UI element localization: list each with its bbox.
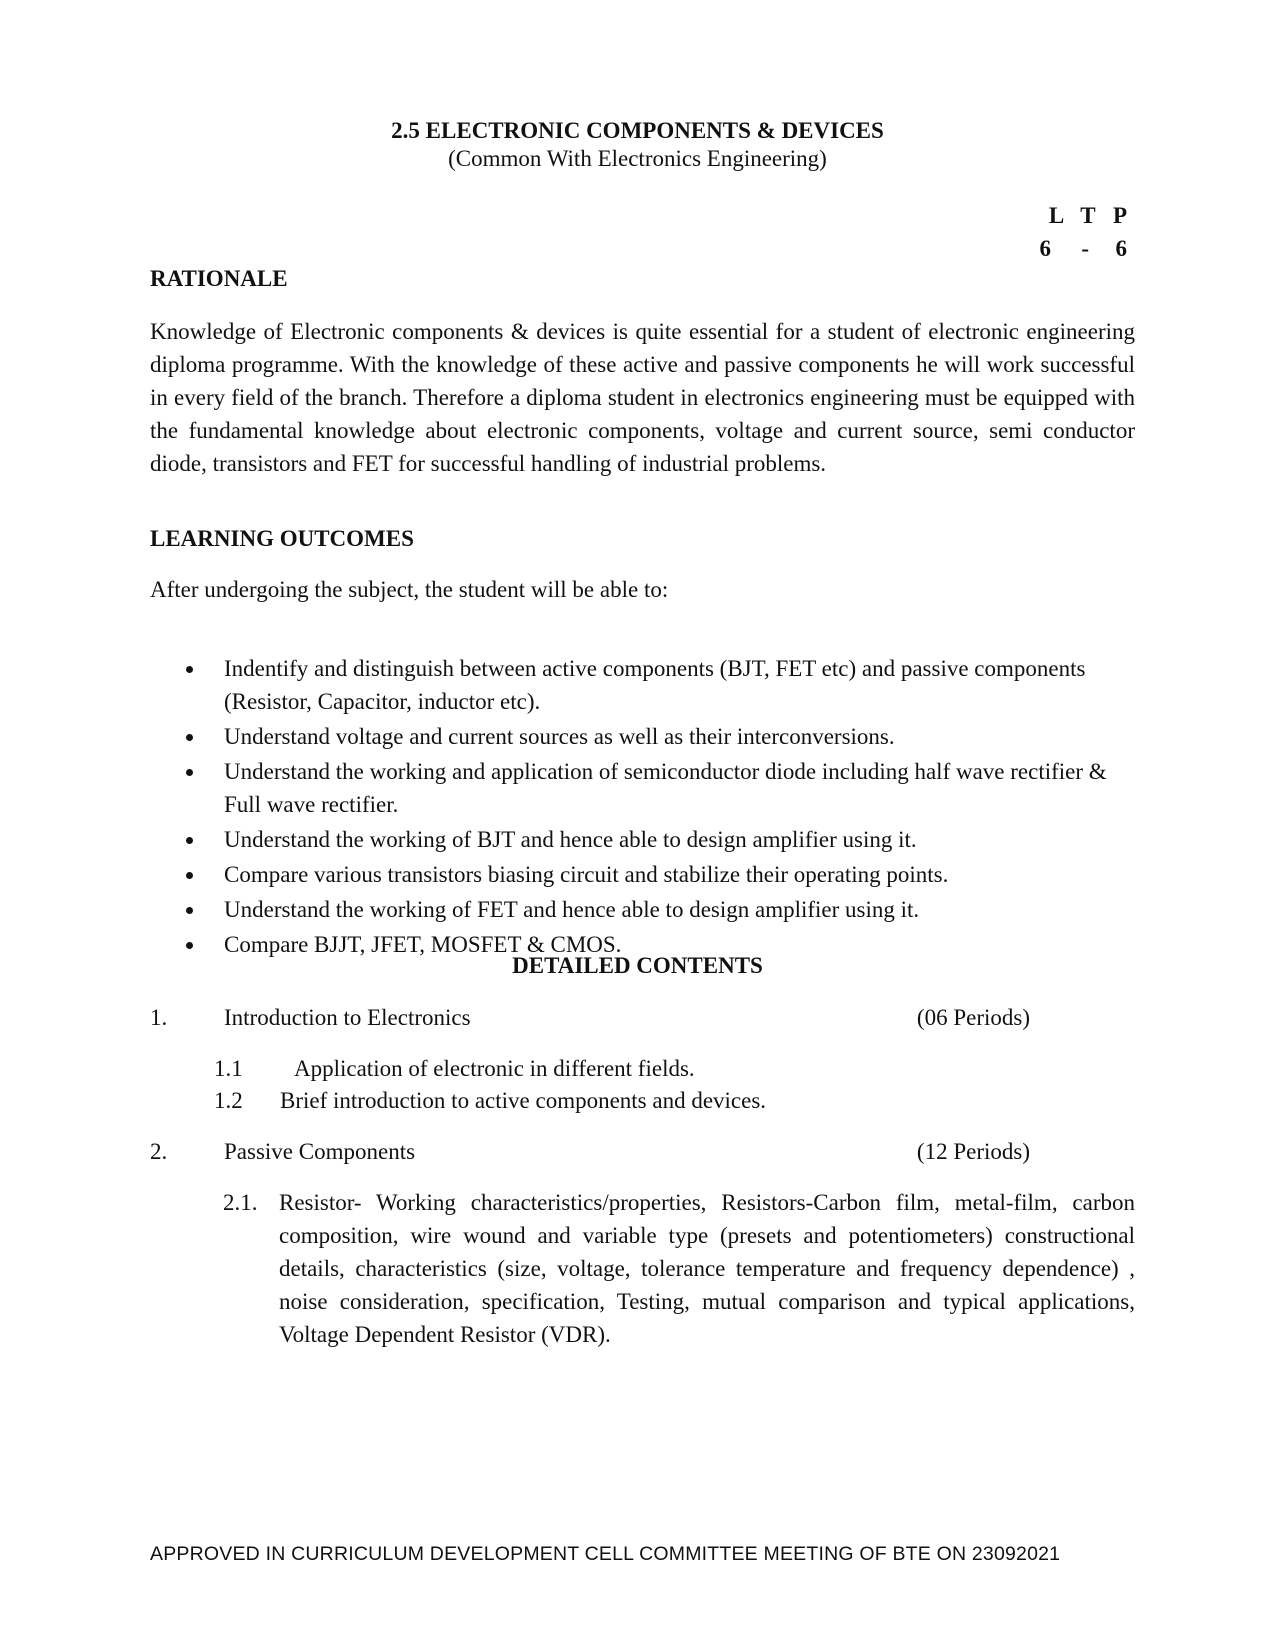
ltp-labels: L T P — [1048, 203, 1127, 228]
subtopic-number: 1.1 — [214, 1056, 243, 1081]
unit-row — [150, 1005, 1030, 1035]
bullet-icon — [186, 769, 193, 776]
ltp-values — [987, 236, 1127, 262]
unit-row — [150, 1139, 1030, 1169]
detailed-contents-heading: DETAILED CONTENTS — [512, 953, 763, 978]
ltp-practical-value: 6 — [1115, 236, 1127, 261]
list-item — [150, 858, 1135, 891]
subtopic-text: Application of electronic in different fields. — [294, 1056, 695, 1081]
subtopic-row — [223, 1186, 1135, 1351]
outcome-text: Understand the working and application of semiconductor diode including half wave rectifier & Full wave rectifier. — [224, 759, 1107, 817]
outcome-text: Understand the working of BJT and hence able to design amplifier using it. — [224, 827, 917, 852]
unit-periods: (06 Periods) — [916, 1005, 1030, 1030]
learning-outcomes-heading: LEARNING OUTCOMES — [150, 526, 414, 551]
subtopic-number: 2.1. — [223, 1190, 258, 1215]
bullet-icon — [186, 666, 193, 673]
course-subtitle: (Common With Electronics Engineering) — [448, 146, 827, 171]
list-item — [150, 893, 1135, 926]
bullet-icon — [186, 734, 193, 741]
learning-outcomes-intro: After undergoing the subject, the student will be able to: — [150, 577, 669, 602]
subtopic-text: Brief introduction to active components and devices. — [280, 1088, 767, 1113]
bullet-icon — [186, 942, 193, 949]
approval-footer: APPROVED IN CURRICULUM DEVELOPMENT CELL COMMITTEE MEETING OF BTE ON 23092021 — [150, 1543, 1061, 1565]
unit-number: 2. — [150, 1139, 168, 1164]
bullet-icon — [186, 837, 193, 844]
unit-title: Introduction to Electronics — [224, 1005, 471, 1030]
list-item — [150, 652, 1135, 718]
subtopic-row — [214, 1056, 1114, 1086]
unit-title: Passive Components — [224, 1139, 416, 1164]
unit-periods: (12 Periods) — [916, 1139, 1030, 1164]
subtopic-row — [214, 1088, 1114, 1118]
list-item — [150, 823, 1135, 856]
list-item — [150, 755, 1135, 821]
ltp-tutorial-value: - — [1081, 236, 1089, 261]
outcome-text: Understand the working of FET and hence able to design amplifier using it. — [224, 897, 920, 922]
rationale-heading: RATIONALE — [150, 266, 288, 291]
outcome-text: Compare various transistors biasing circuit and stabilize their operating points. — [224, 862, 949, 887]
bullet-icon — [186, 907, 193, 914]
outcome-text: Compare BJJT, JFET, MOSFET & CMOS. — [224, 932, 622, 957]
bullet-icon — [186, 872, 193, 879]
learning-outcomes-list — [150, 652, 1135, 963]
rationale-text: Knowledge of Electronic components & devices is quite essential for a student of electronic engineering diploma programme. With the knowledge of these active and passive components he will work successful in every field of the branch. Therefore a diploma student in electronics engineering must be equipped with the fundamental knowledge about electronic components, voltage and current source, semi conductor diode, transistors and FET for successful handling of industrial problems. — [150, 319, 1135, 476]
outcome-text: Indentify and distinguish between active components (BJT, FET etc) and passive components (Resistor, Capacitor, inductor etc). — [224, 656, 1086, 714]
list-item — [150, 720, 1135, 753]
outcome-text: Understand voltage and current sources as well as their interconversions. — [224, 724, 895, 749]
subtopic-number: 1.2 — [214, 1088, 243, 1113]
subtopic-text: Resistor- Working characteristics/properties, Resistors-Carbon film, metal-film, carbon composition, wire wound and variable type (presets and potentiometers) constructional details, characteristics (size, voltage, tolerance temperature and frequency dependence) , noise consideration, specification, Testing, mutual comparison and typical applications, Voltage Dependent Resistor (VDR). — [279, 1190, 1135, 1347]
unit-number: 1. — [150, 1005, 168, 1030]
course-title: 2.5 ELECTRONIC COMPONENTS & DEVICES — [391, 118, 884, 143]
ltp-lecture-value: 6 — [1039, 236, 1051, 261]
